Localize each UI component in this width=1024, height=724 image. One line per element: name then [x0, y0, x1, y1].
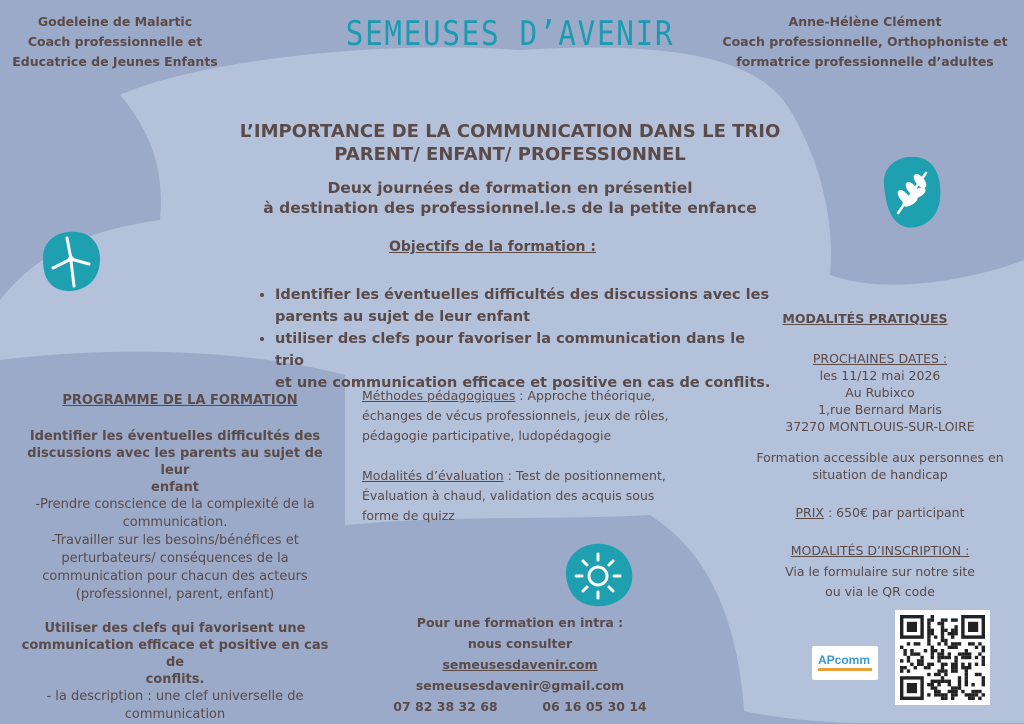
apcomm-logo-bar — [818, 668, 872, 671]
right-coach-role-2: formatrice professionnelle d’adultes — [736, 54, 994, 69]
left-coach-role-1: Coach professionnelle et — [27, 34, 203, 49]
programme-section-2-title — [20, 620, 330, 688]
objective-1-line-2: parents au sujet de leur enfant — [275, 309, 531, 325]
programme-section-1-title — [20, 428, 330, 496]
programme-s2-line: - la description : une clef universelle de — [46, 689, 304, 704]
subtitle-line-2: à destination des professionnel.le.s de la petite enfance — [263, 199, 757, 217]
dates-line: les 11/12 mai 2026 — [819, 368, 941, 383]
programme-body — [20, 428, 330, 724]
dates-line: 1,rue Bernard Maris — [818, 402, 942, 417]
objectives-heading: Objectifs de la formation : — [388, 239, 596, 255]
wind-turbine-icon — [37, 228, 103, 294]
main-title — [200, 120, 820, 166]
programme-section-1-lines — [20, 496, 330, 604]
objective-2-line-1: utiliser des clefs pour favoriser la communication dans le trio — [275, 331, 746, 369]
intra-line-2: nous consulter — [467, 636, 573, 651]
programme-s1-line: -Travailler sur les besoins/bénéfices et — [51, 533, 299, 548]
programme-s1-line: (professionnel, parent, enfant) — [75, 587, 275, 602]
right-coach-name: Anne-Hélène Clément — [788, 14, 942, 29]
dates-line: Au Rubixco — [845, 385, 915, 400]
sun-icon — [560, 540, 636, 608]
objective-1-line-1: Identifier les éventuelles difficultés des discussions avec les — [275, 287, 770, 303]
methods-line: échanges de vécus professionnels, jeux de rôles, — [362, 408, 669, 423]
brand-title: SEMEUSES D’AVENIR — [345, 14, 675, 54]
methods-line-1-rest: : Approche théorique, — [515, 388, 656, 403]
evaluation-block — [362, 466, 692, 526]
email-link[interactable]: semeusesdavenir@gmail.com — [415, 678, 625, 693]
apcomm-logo — [812, 646, 878, 680]
left-coach-role-2: Educatrice de Jeunes Enfants — [12, 54, 218, 69]
inscription-line: ou via le QR code — [825, 584, 935, 599]
programme-s2-title-line: Utiliser des clefs qui favorisent une — [44, 621, 306, 636]
intra-contact — [370, 612, 670, 717]
left-coach-name: Godeleine de Malartic — [37, 14, 193, 29]
programme-section-2-lines — [20, 688, 330, 724]
programme-s2-line: communication — [124, 707, 226, 722]
programme-heading: PROGRAMME DE LA FORMATION — [62, 393, 298, 408]
access-line: Formation accessible aux personnes en — [756, 450, 1004, 465]
price-label: PRIX — [795, 505, 824, 520]
objective-2-line-2: et une communication efficace et positive en cas de conflits. — [275, 375, 771, 391]
programme-s1-title-line: enfant — [151, 480, 199, 495]
methods-label: Méthodes pédagogiques — [362, 388, 516, 403]
apcomm-logo-text: APcomm — [818, 653, 871, 667]
inscription-line: Via le formulaire sur notre site — [785, 564, 975, 579]
subtitle-line-1: Deux journées de formation en présentiel — [327, 179, 693, 197]
evaluation-line: forme de quizz — [362, 508, 455, 523]
methods-line: pédagogie participative, ludopédagogie — [362, 428, 612, 443]
practical-heading: MODALITÉS PRATIQUES — [782, 311, 948, 326]
main-title-line-1: L’IMPORTANCE DE LA COMMUNICATION DANS LE TRIO — [239, 121, 781, 142]
programme-s1-line: perturbateurs/ conséquences de la — [61, 551, 289, 566]
practical-body — [740, 350, 1020, 602]
intra-line-1: Pour une formation en intra : — [416, 615, 624, 630]
programme-s2-title-line: communication efficace et positive en cas de — [21, 638, 329, 670]
programme-s2-title-line: conflits. — [145, 672, 205, 687]
qr-code-icon[interactable] — [895, 610, 990, 705]
price-value: : 650€ par participant — [823, 505, 965, 520]
main-title-line-2: PARENT/ ENFANT/ PROFESSIONNEL — [334, 144, 686, 165]
qr-code-graphic — [895, 610, 990, 705]
right-coach-info — [720, 12, 1010, 72]
left-coach-info — [10, 12, 220, 72]
evaluation-label: Modalités d’évaluation — [362, 468, 504, 483]
phone-1[interactable]: 07 82 38 32 68 — [393, 699, 498, 714]
dates-line: 37270 MONTLOUIS-SUR-LOIRE — [785, 419, 975, 434]
programme-s1-line: communication pour chacun des acteurs — [42, 569, 308, 584]
leaf-icon — [880, 155, 942, 230]
programme-s1-title-line: Identifier les éventuelles difficultés des — [29, 429, 321, 444]
programme-s1-title-line: discussions avec les parents au sujet de leur — [27, 446, 323, 478]
phone-2[interactable]: 06 16 05 30 14 — [542, 699, 647, 714]
dates-label: PROCHAINES DATES : — [812, 351, 948, 366]
evaluation-line: Évaluation à chaud, validation des acquis sous — [362, 488, 655, 503]
methods-block — [362, 386, 692, 446]
inscription-label: MODALITÉS D’INSCRIPTION : — [790, 543, 970, 558]
programme-s1-line: communication. — [122, 515, 228, 530]
objectives-list — [255, 284, 775, 394]
website-link[interactable]: semeusesdavenir.com — [442, 657, 598, 672]
subtitle — [200, 178, 820, 218]
objective-item — [275, 328, 775, 394]
access-line: situation de handicap — [812, 467, 948, 482]
objective-item — [275, 284, 775, 328]
evaluation-line-1-rest: : Test de positionnement, — [503, 468, 666, 483]
right-coach-role-1: Coach professionnelle, Orthophoniste et — [722, 34, 1008, 49]
programme-s1-line: -Prendre conscience de la complexité de la — [35, 497, 315, 512]
brand-wrap — [300, 14, 720, 54]
